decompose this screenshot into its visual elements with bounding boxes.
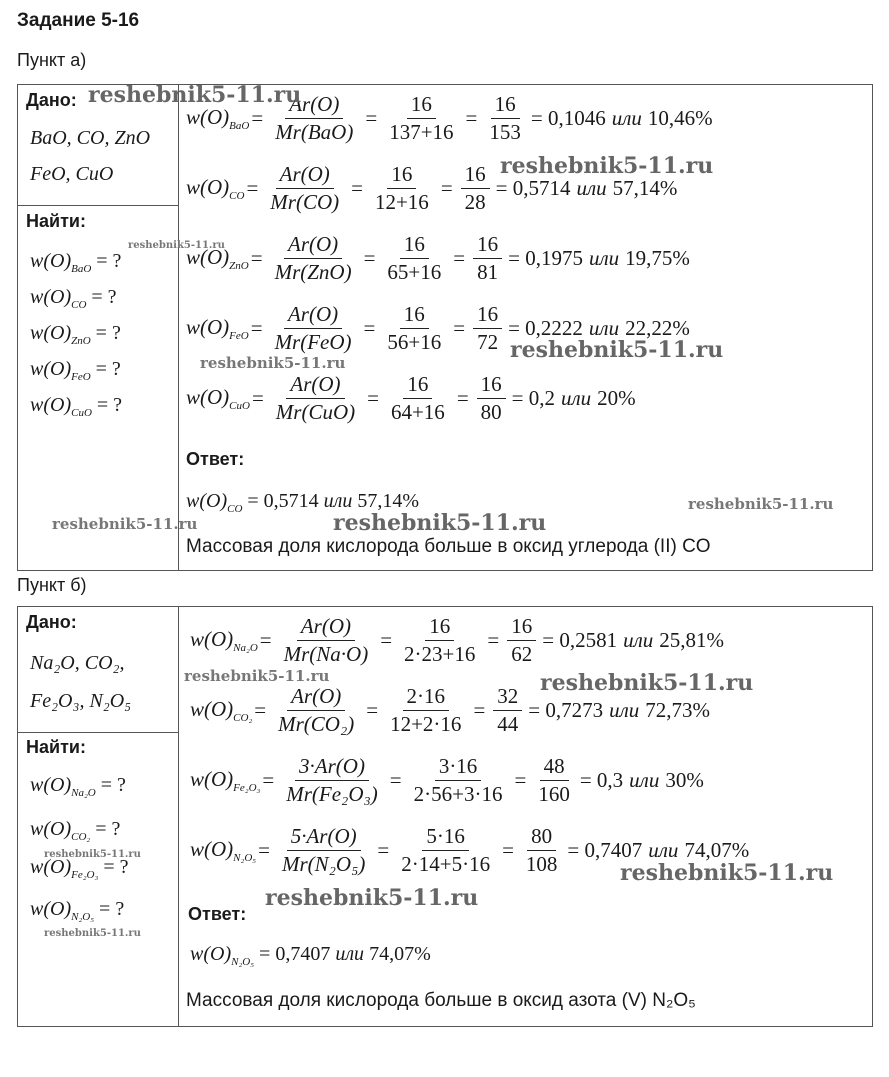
result-value: = 0,7273 bbox=[528, 698, 604, 722]
fraction-den: Mr(BaO) bbox=[275, 120, 354, 144]
answer-w: w(O) bbox=[186, 490, 228, 512]
watermark: reshebnik5-11.ru bbox=[500, 153, 714, 179]
fraction-num: 16 bbox=[407, 92, 436, 119]
equals-sign: = bbox=[259, 628, 272, 652]
fraction-3 bbox=[493, 684, 522, 737]
equals-sign: = bbox=[251, 386, 264, 410]
watermark: reshebnik5-11.ru bbox=[44, 928, 141, 939]
equals-sign: = bbox=[365, 106, 378, 130]
part-b-find-label: Найти: bbox=[26, 737, 86, 757]
find-item bbox=[30, 358, 121, 383]
formula-sub: N₂O₅ bbox=[233, 852, 257, 865]
find-w: w(O) bbox=[30, 394, 72, 416]
fraction-num: Ar(O) bbox=[297, 614, 355, 641]
fraction-num: 3·Ar(O) bbox=[295, 754, 369, 781]
find-sub: Fe₂O₃ bbox=[71, 869, 99, 881]
fraction-den: Mr(Na·O) bbox=[283, 642, 369, 666]
result-percent: 30% bbox=[665, 768, 704, 792]
fraction-num: 80 bbox=[527, 824, 556, 851]
formula-sub: FeO bbox=[229, 330, 249, 343]
fraction-1 bbox=[274, 684, 358, 737]
equals-sign: = bbox=[502, 838, 514, 862]
find-q: = ? bbox=[95, 818, 121, 840]
fraction-num: 16 bbox=[491, 92, 520, 119]
formula-lhs: $w(O)_{CuO}$ bbox=[186, 384, 250, 413]
fraction-1 bbox=[266, 162, 343, 215]
fraction-1 bbox=[271, 302, 356, 355]
watermark: reshebnik5-11.ru bbox=[88, 82, 302, 108]
answer-value: = 0,7407 bbox=[259, 943, 331, 965]
fraction-num: 16 bbox=[507, 614, 536, 641]
fraction-num: Ar(O) bbox=[284, 302, 342, 329]
find-w: w(O) bbox=[30, 322, 72, 344]
watermark: reshebnik5-11.ru bbox=[333, 510, 547, 536]
find-q: = ? bbox=[96, 250, 122, 272]
formula-result bbox=[580, 768, 704, 793]
find-sub: Na₂O bbox=[71, 787, 96, 799]
find-sub: CO bbox=[71, 299, 87, 311]
fraction-3 bbox=[473, 232, 502, 285]
formula-lhs: $w(O)_{Na_2O}$ bbox=[190, 626, 258, 655]
fraction-num: 5·16 bbox=[422, 824, 469, 851]
find-w: w(O) bbox=[30, 250, 72, 272]
find-q: = ? bbox=[95, 322, 121, 344]
part-a-answer-label: Ответ: bbox=[186, 449, 245, 469]
find-q: = ? bbox=[96, 394, 123, 416]
fraction-den: 64+16 bbox=[390, 400, 445, 424]
watermark: reshebnik5-11.ru bbox=[44, 849, 141, 860]
formula-lhs: $w(O)_{BaO}$ bbox=[186, 104, 250, 133]
result-value: = 0,1975 bbox=[508, 246, 583, 270]
fraction-3 bbox=[534, 754, 574, 807]
fraction-1 bbox=[282, 754, 382, 807]
equals-sign: = bbox=[366, 698, 379, 722]
fraction-den: 44 bbox=[497, 712, 519, 736]
result-word: или bbox=[611, 106, 642, 130]
find-item bbox=[30, 394, 122, 419]
fraction-den: 12+16 bbox=[374, 190, 429, 214]
result-word: или bbox=[576, 176, 607, 200]
fraction-3 bbox=[485, 92, 525, 145]
equals-sign: = bbox=[440, 176, 453, 200]
answer-value: = 0,5714 bbox=[247, 490, 319, 512]
fraction-den: 56+16 bbox=[387, 330, 442, 354]
formula-row bbox=[186, 232, 690, 285]
part-a-answer-text: Массовая доля кислорода больше в оксид углерода (II) CO bbox=[186, 536, 711, 557]
part-a-divider bbox=[178, 84, 179, 571]
fraction-num: Ar(O) bbox=[276, 162, 334, 189]
fraction-2 bbox=[385, 92, 457, 145]
result-percent: 72,73% bbox=[645, 698, 711, 722]
watermark: reshebnik5-11.ru bbox=[52, 515, 198, 533]
find-w: w(O) bbox=[30, 856, 72, 878]
formula-sub: BaO bbox=[229, 120, 250, 133]
fraction-num: 16 bbox=[473, 232, 502, 259]
result-percent: 74,07% bbox=[684, 838, 750, 862]
part-a-find-label: Найти: bbox=[26, 211, 86, 231]
fraction-num: 16 bbox=[461, 162, 490, 189]
equals-sign: = bbox=[514, 768, 527, 792]
result-word: или bbox=[623, 628, 654, 652]
find-w: w(O) bbox=[30, 358, 72, 380]
equals-sign: = bbox=[250, 246, 263, 270]
equals-sign: = bbox=[453, 316, 466, 340]
equals-sign: = bbox=[465, 106, 478, 130]
find-sub: FeO bbox=[71, 371, 91, 383]
part-a-label: Пункт а) bbox=[17, 50, 87, 70]
equals-sign: = bbox=[377, 838, 390, 862]
fraction-den: Mr(Fe₂O₃) bbox=[286, 782, 378, 806]
result-word: или bbox=[648, 838, 679, 862]
fraction-num: 32 bbox=[493, 684, 522, 711]
formula-sub: CuO bbox=[229, 400, 250, 413]
formula-lhs: $w(O)_{ZnO}$ bbox=[186, 244, 249, 273]
part-b-given-separator bbox=[17, 732, 178, 733]
fraction-1 bbox=[278, 824, 369, 877]
fraction-den: 160 bbox=[538, 782, 570, 806]
fraction-3 bbox=[507, 614, 536, 667]
fraction-num: 16 bbox=[425, 614, 454, 641]
watermark: reshebnik5-11.ru bbox=[265, 885, 479, 911]
fraction-2 bbox=[400, 614, 479, 667]
result-value: = 0,5714 bbox=[495, 176, 571, 200]
find-item bbox=[30, 250, 121, 275]
find-w: w(O) bbox=[30, 774, 72, 796]
result-word: или bbox=[588, 246, 620, 270]
find-sub: N₂O₅ bbox=[71, 911, 95, 923]
find-item bbox=[30, 898, 124, 923]
watermark: reshebnik5-11.ru bbox=[184, 667, 330, 685]
fraction-den: 2·56+3·16 bbox=[413, 782, 503, 806]
result-percent: 20% bbox=[597, 386, 636, 410]
fraction-num: 16 bbox=[403, 372, 432, 399]
result-value: = 0,2222 bbox=[508, 316, 583, 340]
part-b-divider bbox=[178, 606, 179, 1027]
fraction-2 bbox=[383, 302, 445, 355]
formula-result bbox=[531, 106, 713, 131]
equals-sign: = bbox=[363, 316, 376, 340]
formula-sub: CO₂ bbox=[233, 712, 253, 725]
watermark: reshebnik5-11.ru bbox=[200, 354, 346, 372]
answer-sub: CO bbox=[227, 503, 243, 515]
fraction-2 bbox=[386, 684, 465, 737]
fraction-num: 16 bbox=[477, 372, 506, 399]
fraction-den: Mr(N₂O₅) bbox=[281, 852, 366, 876]
watermark: reshebnik5-11.ru bbox=[510, 337, 724, 363]
find-item bbox=[30, 818, 120, 843]
answer-word: или bbox=[335, 943, 365, 965]
fraction-den: 62 bbox=[511, 642, 533, 666]
formula-lhs: $w(O)_{FeO}$ bbox=[186, 314, 249, 343]
result-word: или bbox=[629, 768, 660, 792]
equals-sign: = bbox=[367, 386, 379, 410]
part-a-given-line-1: BaO, CO, ZnO bbox=[30, 127, 151, 149]
equals-sign: = bbox=[250, 316, 263, 340]
equals-sign: = bbox=[258, 838, 270, 862]
formula-result bbox=[496, 176, 678, 201]
part-a-given-line-2: FeO, CuO bbox=[30, 163, 114, 185]
formula-lhs: $w(O)_{Fe_2O_3}$ bbox=[190, 766, 261, 795]
page-title: Задание 5-16 bbox=[17, 10, 140, 31]
result-percent: 22,22% bbox=[625, 316, 690, 340]
part-b-given-label: Дано: bbox=[26, 612, 77, 632]
fraction-den: 65+16 bbox=[387, 260, 442, 284]
answer-sub: N₂O₅ bbox=[231, 956, 255, 968]
fraction-num: 2·16 bbox=[403, 684, 450, 711]
fraction-num: 16 bbox=[387, 162, 416, 189]
fraction-den: 2·23+16 bbox=[404, 642, 476, 666]
fraction-num: 16 bbox=[400, 302, 429, 329]
fraction-den: 137+16 bbox=[389, 120, 454, 144]
fraction-den: 28 bbox=[464, 190, 486, 214]
fraction-2 bbox=[397, 824, 494, 877]
equals-sign: = bbox=[473, 698, 486, 722]
fraction-den: Mr(CO₂) bbox=[278, 712, 355, 736]
fraction-den: Mr(CO) bbox=[270, 190, 340, 214]
fraction-num: 48 bbox=[540, 754, 569, 781]
fraction-3 bbox=[473, 302, 502, 355]
fraction-den: 153 bbox=[489, 120, 521, 144]
equals-sign: = bbox=[456, 386, 469, 410]
formula-row bbox=[190, 614, 724, 667]
find-sub: ZnO bbox=[71, 335, 91, 347]
find-w: w(O) bbox=[30, 818, 72, 840]
fraction-den: Mr(CuO) bbox=[275, 400, 356, 424]
find-q: = ? bbox=[99, 898, 125, 920]
formula-sub: ZnO bbox=[229, 260, 249, 273]
fraction-num: Ar(O) bbox=[286, 372, 344, 399]
equals-sign: = bbox=[262, 768, 275, 792]
fraction-den: 80 bbox=[480, 400, 502, 424]
fraction-2 bbox=[387, 372, 449, 425]
find-q: = ? bbox=[95, 358, 121, 380]
formula-row bbox=[186, 372, 636, 425]
result-value: = 0,2581 bbox=[542, 628, 618, 652]
fraction-den: Mr(ZnO) bbox=[274, 260, 352, 284]
watermark: reshebnik5-11.ru bbox=[540, 670, 754, 696]
fraction-den: 12+2·16 bbox=[390, 712, 462, 736]
part-b-answer-label: Ответ: bbox=[188, 904, 247, 924]
result-percent: 25,81% bbox=[659, 628, 724, 652]
equals-sign: = bbox=[380, 628, 393, 652]
part-b-answer-formula bbox=[190, 943, 431, 968]
fraction-den: 2·14+5·16 bbox=[401, 852, 491, 876]
fraction-3 bbox=[461, 162, 490, 215]
formula-result bbox=[542, 628, 724, 653]
equals-sign: = bbox=[363, 246, 376, 270]
result-word: или bbox=[588, 316, 620, 340]
fraction-num: 3·16 bbox=[435, 754, 482, 781]
answer-percent: 74,07% bbox=[369, 943, 431, 965]
part-a-given-separator bbox=[17, 205, 178, 206]
fraction-num: 16 bbox=[473, 302, 502, 329]
find-sub: BaO bbox=[71, 263, 92, 275]
watermark: reshebnik5-11.ru bbox=[128, 240, 225, 251]
equals-sign: = bbox=[487, 628, 500, 652]
fraction-num: Ar(O) bbox=[285, 92, 343, 119]
fraction-1 bbox=[272, 372, 359, 425]
equals-sign: = bbox=[389, 768, 402, 792]
find-item bbox=[30, 286, 117, 311]
find-q: = ? bbox=[91, 286, 117, 308]
part-b-given-line-2: Fe₂O₃, N₂O₅ bbox=[30, 690, 132, 712]
fraction-1 bbox=[280, 614, 373, 667]
answer-w: w(O) bbox=[190, 943, 232, 965]
formula-sub: Fe₂O₃ bbox=[233, 782, 261, 795]
formula-result bbox=[508, 246, 690, 271]
formula-sub: Na₂O bbox=[233, 642, 258, 655]
part-b-answer-text: Массовая доля кислорода больше в оксид азота (V) N₂O₅ bbox=[186, 990, 696, 1011]
answer-word: или bbox=[323, 490, 353, 512]
equals-sign: = bbox=[453, 246, 466, 270]
fraction-num: Ar(O) bbox=[287, 684, 345, 711]
fraction-den: 81 bbox=[477, 260, 499, 284]
formula-sub: CO bbox=[229, 190, 245, 203]
fraction-2 bbox=[383, 232, 445, 285]
result-percent: 19,75% bbox=[625, 246, 690, 270]
fraction-1 bbox=[271, 232, 356, 285]
part-b-label: Пункт б) bbox=[17, 575, 87, 595]
fraction-3 bbox=[522, 824, 562, 877]
formula-lhs: $w(O)_{N_2O_5}$ bbox=[190, 836, 257, 865]
fraction-3 bbox=[477, 372, 506, 425]
fraction-2 bbox=[371, 162, 433, 215]
result-word: или bbox=[609, 698, 640, 722]
fraction-den: Mr(FeO) bbox=[274, 330, 352, 354]
equals-sign: = bbox=[254, 698, 267, 722]
find-q: = ? bbox=[100, 774, 126, 796]
formula-lhs: $w(O)_{CO}$ bbox=[186, 174, 245, 203]
find-sub: CO₂ bbox=[71, 831, 91, 843]
result-percent: 57,14% bbox=[612, 176, 678, 200]
fraction-num: 5·Ar(O) bbox=[287, 824, 361, 851]
fraction-2 bbox=[410, 754, 507, 807]
fraction-num: 16 bbox=[400, 232, 429, 259]
watermark: reshebnik5-11.ru bbox=[620, 860, 834, 886]
find-w: w(O) bbox=[30, 286, 72, 308]
equals-sign: = bbox=[251, 106, 264, 130]
find-q: = ? bbox=[103, 856, 129, 878]
find-item bbox=[30, 322, 121, 347]
watermark: reshebnik5-11.ru bbox=[688, 495, 834, 513]
result-value: = 0,2 bbox=[511, 386, 555, 410]
part-b-given-line-1: Na₂O, CO₂, bbox=[30, 652, 125, 674]
find-w: w(O) bbox=[30, 898, 72, 920]
result-value: = 0,7407 bbox=[567, 838, 643, 862]
equals-sign: = bbox=[351, 176, 363, 200]
fraction-num: Ar(O) bbox=[284, 232, 342, 259]
result-word: или bbox=[561, 386, 592, 410]
formula-row bbox=[190, 754, 704, 807]
part-a-given-label: Дано: bbox=[26, 90, 77, 110]
formula-result bbox=[528, 698, 710, 723]
fraction-den: 108 bbox=[525, 852, 558, 876]
answer-percent: 57,14% bbox=[357, 490, 420, 512]
result-value: = 0,1046 bbox=[530, 106, 606, 130]
formula-lhs: $w(O)_{CO_2}$ bbox=[190, 696, 253, 725]
find-item bbox=[30, 774, 126, 799]
result-value: = 0,3 bbox=[579, 768, 624, 792]
equals-sign: = bbox=[246, 176, 259, 200]
result-percent: 10,46% bbox=[647, 106, 713, 130]
formula-result bbox=[512, 386, 636, 411]
find-sub: CuO bbox=[71, 407, 92, 419]
fraction-den: 72 bbox=[477, 330, 499, 354]
